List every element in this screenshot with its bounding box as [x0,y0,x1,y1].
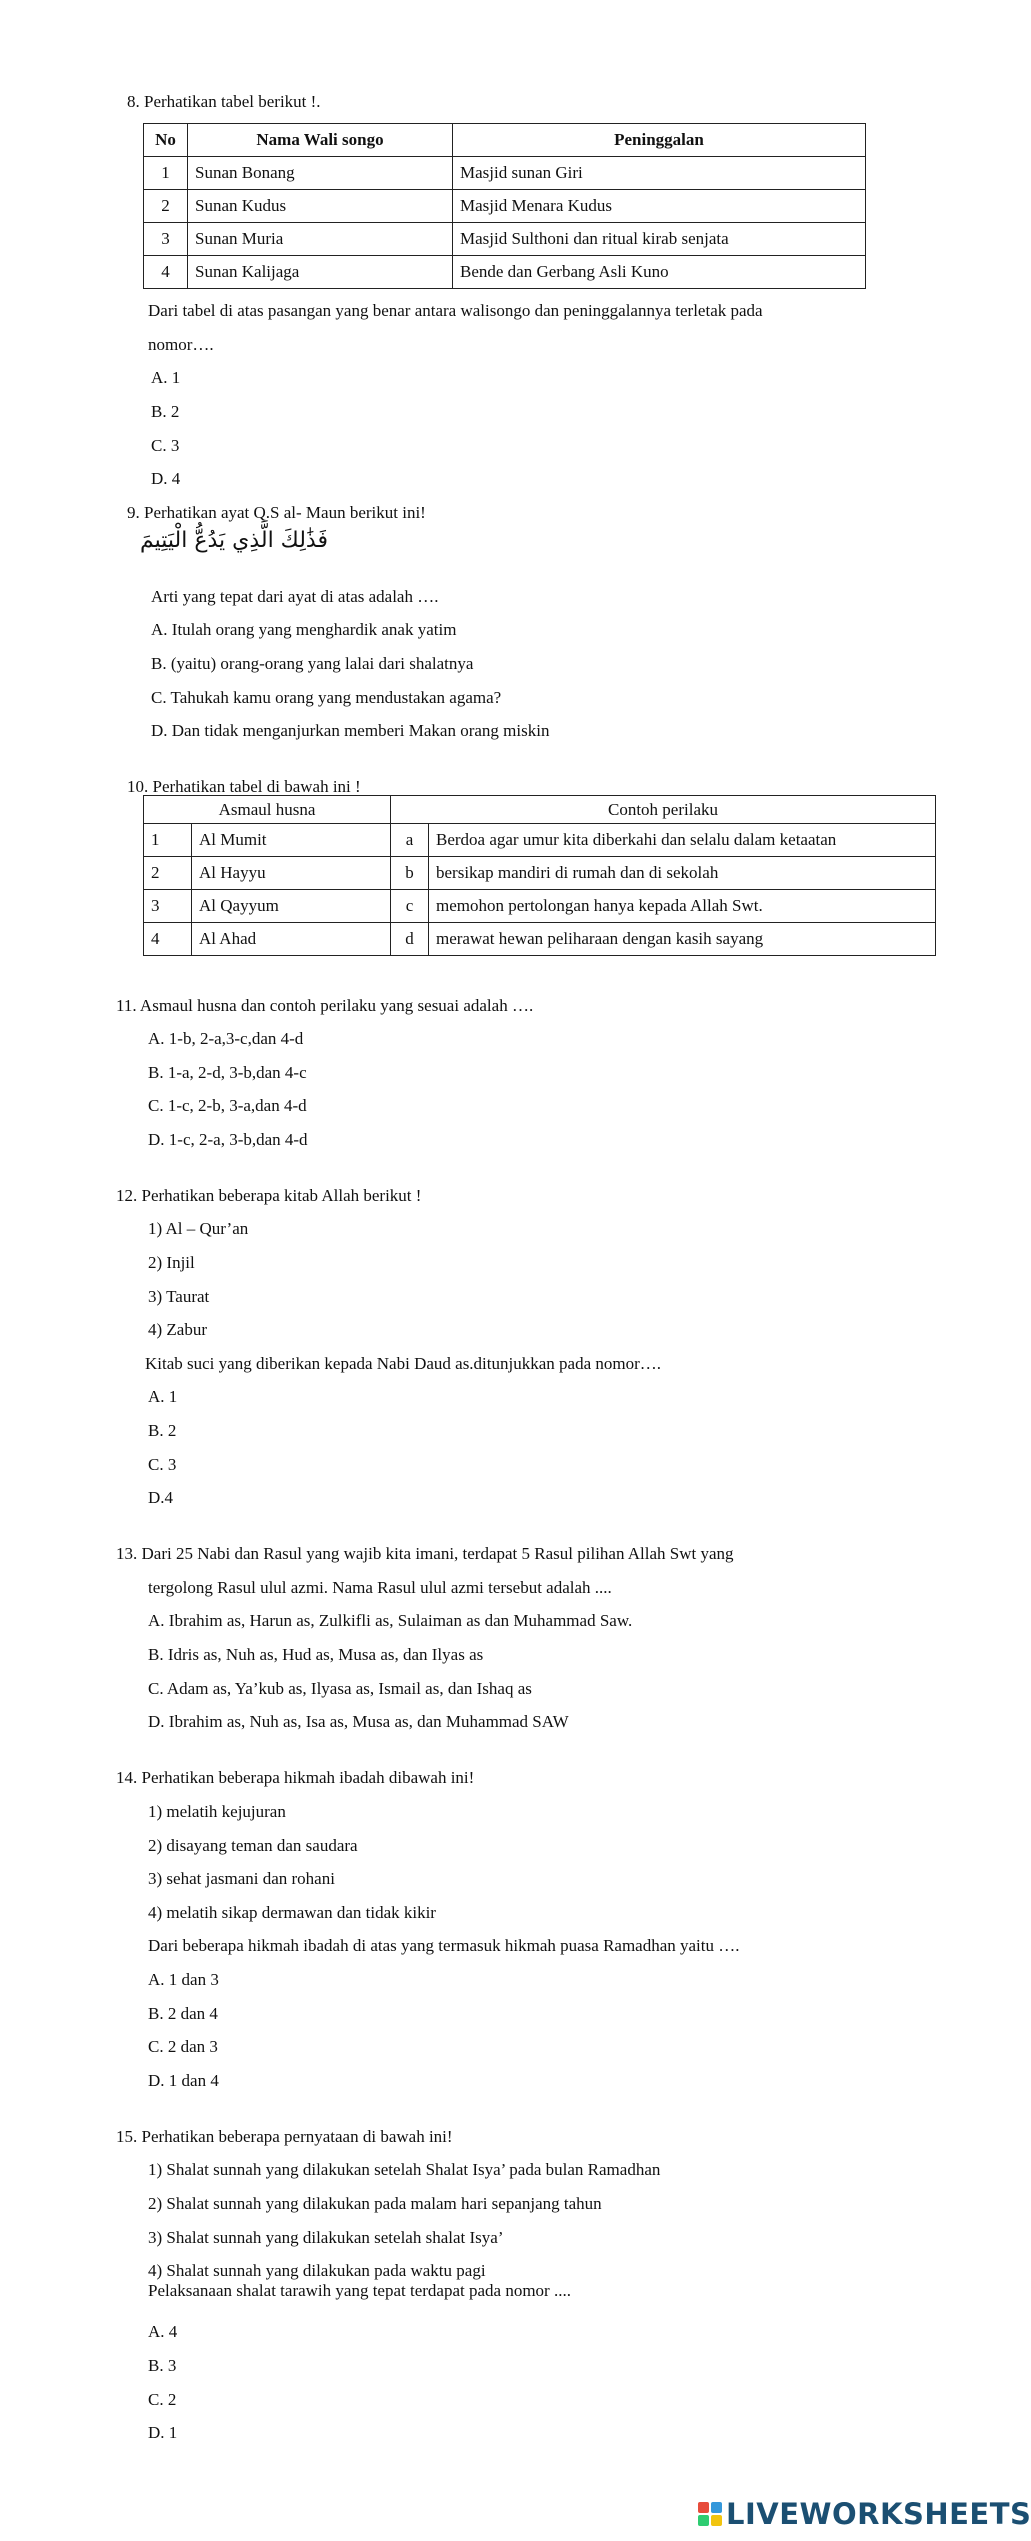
q12-item-4: 4) Zabur [148,1320,208,1339]
table-cell: Sunan Kudus [188,190,453,223]
q12-option-d[interactable]: D.4 [148,1488,174,1507]
q15-option-c[interactable]: C. 2 [148,2390,177,2409]
table-header-row [144,796,936,824]
q15-item-1: 1) Shalat sunnah yang dilakukan setelah Shalat Isya’ pada bulan Ramadhan [148,2160,661,2179]
table-cell: 4 [144,256,188,289]
q9-stem: 9. Perhatikan ayat Q.S al- Maun berikut ini! [127,503,426,522]
q15-item-2: 2) Shalat sunnah yang dilakukan pada malam hari sepanjang tahun [148,2194,602,2213]
q12-stem: 12. Perhatikan beberapa kitab Allah berikut ! [116,1186,422,1205]
q13-stem-line1: 13. Dari 25 Nabi dan Rasul yang wajib kita imani, terdapat 5 Rasul pilihan Allah Swt yang [116,1544,734,1563]
q15-option-d[interactable]: D. 1 [148,2423,178,2442]
table-cell: Berdoa agar umur kita diberkahi dan selalu dalam ketaatan [429,824,936,857]
table-cell: Sunan Bonang [188,157,453,190]
q15-item-4: 4) Shalat sunnah yang dilakukan pada waktu pagi [148,2261,486,2280]
table-cell: 2 [144,857,192,890]
q8-question-line1: Dari tabel di atas pasangan yang benar antara walisongo dan peninggalannya terletak pada [148,301,763,320]
table-header-cell: Asmaul husna [144,796,391,824]
q9-option-a[interactable]: A. Itulah orang yang menghardik anak yatim [151,620,457,639]
liveworksheets-wordmark: LIVEWORKSHEETS [726,2497,1031,2531]
table-cell: merawat hewan peliharaan dengan kasih sayang [429,923,936,956]
q11-option-d[interactable]: D. 1-c, 2-a, 3-b,dan 4-d [148,1130,308,1149]
table-cell: 1 [144,824,192,857]
table-cell: Masjid Menara Kudus [453,190,866,223]
table-cell: Bende dan Gerbang Asli Kuno [453,256,866,289]
q14-stem: 14. Perhatikan beberapa hikmah ibadah dibawah ini! [116,1768,475,1787]
table-cell: bersikap mandiri di rumah dan di sekolah [429,857,936,890]
table-row [144,890,936,923]
q10-stem: 10. Perhatikan tabel di bawah ini ! [127,777,361,796]
table-cell: 3 [144,223,188,256]
table-header-cell: Nama Wali songo [188,124,453,157]
q11-option-a[interactable]: A. 1-b, 2-a,3-c,dan 4-d [148,1029,304,1048]
q12-item-1: 1) Al – Qur’an [148,1219,249,1238]
q8-question-line2: nomor…. [148,335,214,354]
q11-stem: 11. Asmaul husna dan contoh perilaku yang sesuai adalah …. [116,996,534,1015]
q10-table [143,795,936,956]
table-row [144,857,936,890]
q8-option-a[interactable]: A. 1 [151,368,181,387]
table-row [144,824,936,857]
q8-stem: 8. Perhatikan tabel berikut !. [127,92,321,111]
q14-option-a[interactable]: A. 1 dan 3 [148,1970,219,1989]
table-cell: Sunan Muria [188,223,453,256]
table-cell: Al Qayyum [192,890,391,923]
q15-item-3: 3) Shalat sunnah yang dilakukan setelah shalat Isya’ [148,2228,504,2247]
table-cell: Al Ahad [192,923,391,956]
q8-table [143,123,866,289]
table-cell: a [391,824,429,857]
table-cell: d [391,923,429,956]
q8-option-d[interactable]: D. 4 [151,469,181,488]
table-header-cell: Peninggalan [453,124,866,157]
q12-question: Kitab suci yang diberikan kepada Nabi Daud as.ditunjukkan pada nomor…. [145,1354,662,1373]
q12-item-3: 3) Taurat [148,1287,210,1306]
table-cell: memohon pertolongan hanya kepada Allah Swt. [429,890,936,923]
q15-question: Pelaksanaan shalat tarawih yang tepat terdapat pada nomor .... [148,2281,571,2300]
q8-option-b[interactable]: B. 2 [151,402,180,421]
q11-option-c[interactable]: C. 1-c, 2-b, 3-a,dan 4-d [148,1096,307,1115]
table-row [144,923,936,956]
table-header-cell: Contoh perilaku [391,796,936,824]
q11-option-b[interactable]: B. 1-a, 2-d, 3-b,dan 4-c [148,1063,307,1082]
liveworksheets-logo [698,2497,1031,2531]
table-cell: 2 [144,190,188,223]
q15-stem: 15. Perhatikan beberapa pernyataan di bawah ini! [116,2127,453,2146]
q13-option-d[interactable]: D. Ibrahim as, Nuh as, Isa as, Musa as, dan Muhammad SAW [148,1712,569,1731]
q14-option-b[interactable]: B. 2 dan 4 [148,2004,218,2023]
q8-option-c[interactable]: C. 3 [151,436,180,455]
q14-item-1: 1) melatih kejujuran [148,1802,286,1821]
q14-option-d[interactable]: D. 1 dan 4 [148,2071,219,2090]
table-cell: Sunan Kalijaga [188,256,453,289]
table-row [144,190,866,223]
q9-option-c[interactable]: C. Tahukah kamu orang yang mendustakan agama? [151,688,502,707]
table-cell: Al Mumit [192,824,391,857]
table-header-row [144,124,866,157]
q12-option-c[interactable]: C. 3 [148,1455,177,1474]
q14-option-c[interactable]: C. 2 dan 3 [148,2037,218,2056]
q13-option-c[interactable]: C. Adam as, Ya’kub as, Ilyasa as, Ismail as, dan Ishaq as [148,1679,532,1698]
table-cell: 4 [144,923,192,956]
table-header-cell: No [144,124,188,157]
table-cell: Al Hayyu [192,857,391,890]
q15-option-a[interactable]: A. 4 [148,2322,178,2341]
q13-option-a[interactable]: A. Ibrahim as, Harun as, Zulkifli as, Sulaiman as dan Muhammad Saw. [148,1611,633,1630]
q13-stem-line2: tergolong Rasul ulul azmi. Nama Rasul ulul azmi tersebut adalah .... [148,1578,612,1597]
q14-question: Dari beberapa hikmah ibadah di atas yang termasuk hikmah puasa Ramadhan yaitu …. [148,1936,740,1955]
q9-option-b[interactable]: B. (yaitu) orang-orang yang lalai dari shalatnya [151,654,474,673]
q13-option-b[interactable]: B. Idris as, Nuh as, Hud as, Musa as, dan Ilyas as [148,1645,484,1664]
table-cell: 1 [144,157,188,190]
table-cell: Masjid Sulthoni dan ritual kirab senjata [453,223,866,256]
table-cell: b [391,857,429,890]
q9-arabic-verse: فَذَٰلِكَ الَّذِي يَدُعُّ الْيَتِيمَ [139,528,328,553]
q9-option-d[interactable]: D. Dan tidak menganjurkan memberi Makan orang miskin [151,721,550,740]
q15-option-b[interactable]: B. 3 [148,2356,177,2375]
table-cell: 3 [144,890,192,923]
q14-item-2: 2) disayang teman dan saudara [148,1836,358,1855]
q14-item-4: 4) melatih sikap dermawan dan tidak kikir [148,1903,436,1922]
q14-item-3: 3) sehat jasmani dan rohani [148,1869,335,1888]
table-row [144,223,866,256]
table-row [144,157,866,190]
q12-option-a[interactable]: A. 1 [148,1387,178,1406]
table-cell: c [391,890,429,923]
q9-question: Arti yang tepat dari ayat di atas adalah …. [151,587,439,606]
table-cell: Masjid sunan Giri [453,157,866,190]
q12-item-2: 2) Injil [148,1253,195,1272]
liveworksheets-logo-icon [698,2502,722,2526]
q12-option-b[interactable]: B. 2 [148,1421,177,1440]
table-row [144,256,866,289]
